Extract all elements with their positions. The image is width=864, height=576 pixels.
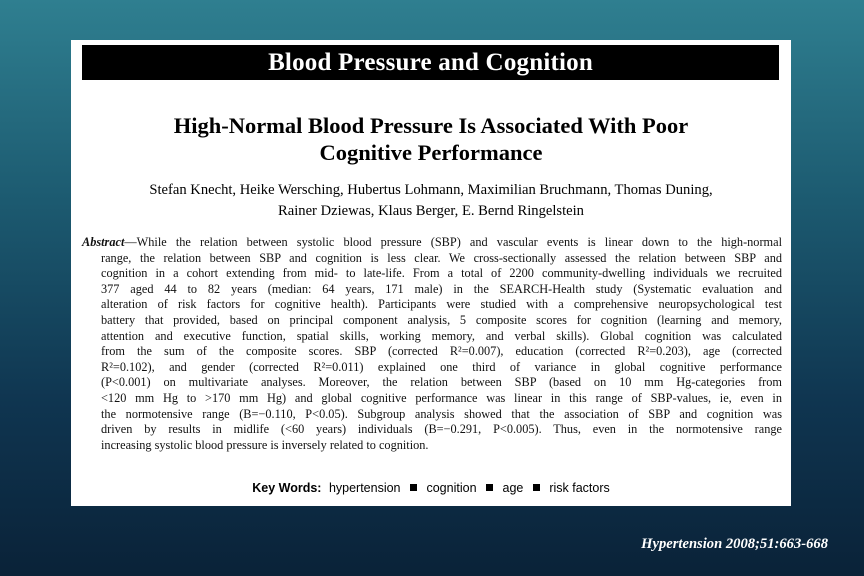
abstract-line: 377 aged 44 to 82 years (median: 64 years, 171 male) in the SEARCH-Health study (Systematic evaluation and — [101, 281, 782, 296]
abstract-line: range, the relation between SBP and cognition is less clear. We cross-sectionally assessed the relation between SBP and — [101, 250, 782, 265]
abstract-label: Abstract — [82, 235, 125, 249]
citation: Hypertension 2008;51:663-668 — [641, 536, 828, 552]
square-bullet-icon — [486, 484, 493, 491]
keyword: cognition — [426, 481, 477, 495]
keyword: age — [502, 481, 524, 495]
author-list — [71, 180, 791, 222]
article-title — [71, 112, 791, 166]
square-bullet-icon — [410, 484, 417, 491]
article-title-line: Cognitive Performance — [319, 140, 543, 165]
abstract-line — [82, 235, 782, 251]
abstract-line: from the sum of the composite scores. SBP (corrected R²=0.007), education (corrected R²=0.203), age (corrected — [101, 344, 782, 359]
abstract-line: (P<0.001) on multivariate analyses. Moreover, the relation between SBP (based on 10 mm Hg-categories from — [101, 375, 782, 390]
abstract-line: driven by results in midlife (<60 years) individuals (B=−0.291, P<0.005). Thus, even in the normotensive range — [101, 422, 782, 437]
abstract-line: R²=0.102), and gender (corrected R²=0.011) explained one third of variance in global cognitive performance — [101, 359, 782, 374]
keyword: risk factors — [549, 481, 610, 495]
abstract-line: cognition in a cohort extending from mid- to late-life. From a total of 2200 community-dwelling individuals we recruited — [101, 266, 782, 281]
abstract-line: the normotensive range (B=−0.110, P<0.05). Subgroup analysis showed that the association of SBP and cognition was — [101, 406, 782, 421]
abstract-line: <120 mm Hg to >170 mm Hg) and global cognitive performance was linear in this range of SBP-values, ie, even in — [101, 390, 782, 405]
author-line: Stefan Knecht, Heike Wersching, Hubertus Lohmann, Maximilian Bruchmann, Thomas Duning, — [149, 182, 713, 198]
abstract-text: —While the relation between systolic blood pressure (SBP) and vascular events is linear down to the high-normal — [124, 235, 782, 249]
abstract — [82, 235, 782, 453]
paper-page — [71, 40, 791, 506]
keywords — [71, 481, 791, 495]
abstract-line: attention and executive function, spatial skills, working memory, and verbal skills). Global cognition was calculated — [101, 328, 782, 343]
keyword: hypertension — [328, 481, 401, 495]
abstract-line: alteration of risk factors for cognitive health). Participants were studied with a comprehensive neuropsychological test — [101, 297, 782, 312]
abstract-line: battery that provided, based on principal component analysis, 5 composite scores for cognition (learning and memory, — [101, 312, 782, 327]
keywords-label: Key Words: — [252, 481, 322, 495]
abstract-line: increasing systolic blood pressure is inversely related to cognition. — [101, 437, 429, 452]
article-title-line: High-Normal Blood Pressure Is Associated With Poor — [173, 113, 689, 138]
square-bullet-icon — [533, 484, 540, 491]
author-line: Rainer Dziewas, Klaus Berger, E. Bernd Ringelstein — [278, 203, 584, 219]
section-banner: Blood Pressure and Cognition — [82, 45, 779, 80]
